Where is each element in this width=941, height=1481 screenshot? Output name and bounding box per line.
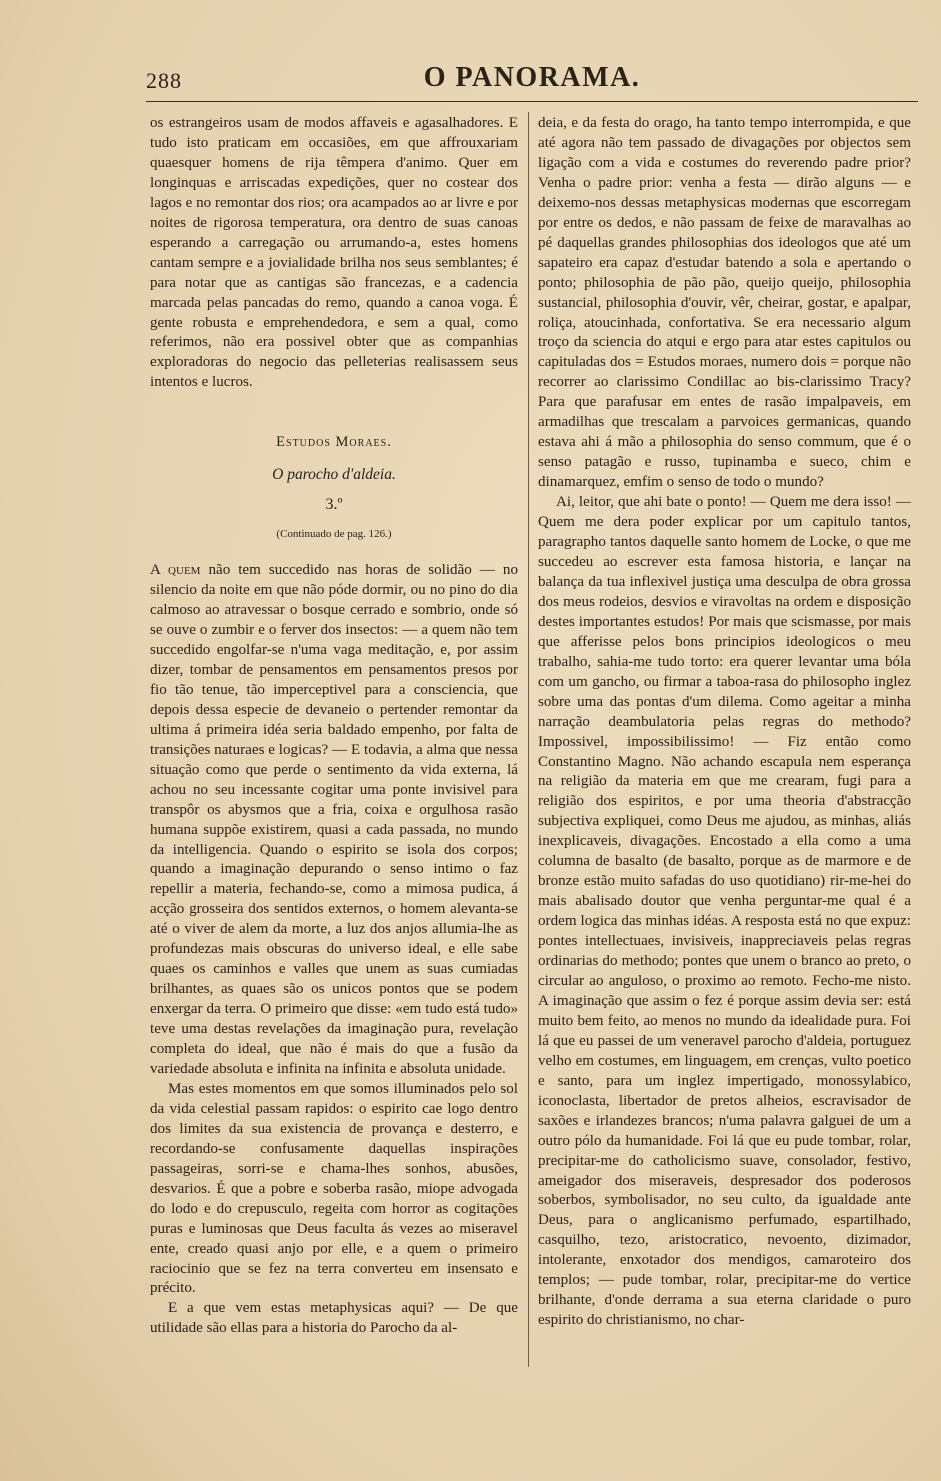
paragraph-pelleterias: os estrangeiros usam de modos affaveis e agasalhadores. E tudo isto praticam em occasiões, em que affrouxariam quaesquer homens de rija têmpera d'animo. Quer em longinquas e arriscadas expedições, quer no costear dos lagos e no remontar dos rios; ora acampados ao ar livre e por noites de rigorosa temperatura, ora dentro de suas canoas esperando a carregação ou arrumando-a, estes homens cantam sempre e a jovialidade brilha nos seus semblantes; é para notar que as cantigas são francezas, e a cadencia marcada pelas pancadas do remo, quando a canoa voga. É gente robusta e emprehendedora, e sem a qual, como referimos, não era possivel obter que as companhias exploradoras do negocio das pelleterias realisassem seus intentos e lucros. [150, 115, 518, 391]
section-subtitle: O parocho d'aldeia. [272, 466, 396, 484]
drop-opening: A quem [150, 562, 201, 579]
paragraph-metaphysicas: E a que vem estas metaphysicas aqui? — De que utilidade são ellas para a historia do Parocho da al- [150, 1300, 518, 1337]
column-divider [528, 112, 529, 1367]
section-title: Estudos Moraes. [276, 434, 392, 451]
right-column [538, 114, 911, 1331]
section-heading [150, 433, 518, 545]
page-header [146, 62, 918, 98]
paragraph-solidao [150, 561, 518, 1080]
paragraph-solidao-text: não tem succedido nas horas de solidão — no silencio da noite em que não póde dormir, ou no pino do dia calmoso ao atravessar o bosque cerrado e sombrio, onde só se ouve o zumbir e o ferver dos insectos: — a quem não tem succedido engolfar-se n'uma vaga meditação, e, por assim dizer, tombar de pensamentos em pensamentos presos por fio tão tenue, tão imperceptivel para a consciencia, que depois dessa especie de devaneio o pertender remontar da ultima á primeira idéa seria baldado empenho, por falta de transições naturaes e logicas? — E todavia, a alma que nessa situação como que perde o sentimento da vida externa, lá achou no seu incessante cogitar uma ponte invisivel para transpôr os abysmos que a fria, coixa e orgulhosa rasão humana suppõe existirem, quasi a cada passada, no mundo da intelligencia. Quando o espirito se isola dos corpos; quando a imaginação depurando o senso intimo o faz repellir a materia, fechando-se, como a mimosa pudica, á acção grosseira dos sentidos externos, o homem alevanta-se até o viver de alem da morte, a luz dos anjos allumia-lhe as profundezas mais obscuras do universo ideal, e elle sabe quaes os caminhos e valles que unem as suas cumiadas brilhantes, as quaes são os unicos pontos que se podem enxergar da terra. O primeiro que disse: «em tudo está tudo» teve uma destas revelações da imaginação pura, revelação completa do ideal, que não é mais do que a fusão da variedade absoluta e infinita na infinita e absoluta unidade. [150, 562, 518, 1077]
running-title: O PANORAMA. [423, 62, 641, 93]
section-number: 3.º [325, 496, 343, 514]
left-column [150, 114, 518, 1339]
paragraph-momentos: Mas estes momentos em que somos illuminados pelo sol da vida celestial passam rapidos: o espirito cae logo dentro dos limites da sua existencia de provança e desterro, e recordando-se confusamente daquellas inspirações passageiras, sorri-se e chama-lhes sonhos, abusões, desvarios. É que a pobre e soberba rasão, miope advogada do lodo e do crepusculo, regeita com horror as cogitações puras e luminosas que Deus faculta ás vezes ao miseravel ente, creado quasi anjo por elle, e a quem o primeiro raciocinio que se fez na terra converteu em insensato e précito. [150, 1080, 518, 1297]
continued-note: (Continuado de pag. 126.) [276, 528, 392, 541]
paragraph-festa-orago: deia, e da festa do orago, ha tanto tempo interrompida, e que até agora não tem passado de divagações por objectos sem ligação com a vida e costumes do reverendo padre prior? Venha o padre prior: venha a festa — dirão alguns — e deixemo-nos dessas metaphysicas modernas que escorregam por entre os dedos, e não passam de feixe de maravalhas ao pé daquellas grandes philosophias dos ideologos que até um sapateiro era capaz d'estudar batendo a sola e apertando o ponto; philosophia de pão pão, queijo queijo, philosophia sustancial, philosophia d'ouvir, vêr, cheirar, gostar, e apalpar, roliça, atoucinhada, confortativa. Se era necessario algum troço da sciencia do atqui e ergo para atar estes capitulos ou capituladas dos = Estudos moraes, numero dois = porque não recorrer ao clarissimo Condillac ao bis-clarissimo Tracy? Para que parafusar em entes de rasão impalpaveis, em armadilhas que trescalam a parvoices germanicas, quando estava ahi á mão a philosophia do senso commum, que é o senso patagão e russo, tupinamba e sueco, chim e dinamarquez, emfim o senso de todo o mundo? [538, 115, 911, 491]
page-number: 288 [146, 68, 182, 93]
header-rule [146, 101, 918, 102]
paragraph-ai-leitor: Ai, leitor, que ahi bate o ponto! — Quem me dera isso! — Quem me dera poder explicar por um capitulo tantos, paragrapho tantos daquelle santo homem de Locke, o que me succedeu ao escrever esta famosa historia, e lançar na balança da tua inflexivel justiça uma desculpa de obra grossa dos meus rodeios, desvios e viravoltas na ordem e disposição destes importantes estudos! Por mais que scismasse, por mais que afferisse pelos bons principios ideologicos o meu trabalho, sahia-me tudo torto: era querer levantar uma bóla com um gancho, ou firmar a taboa-rasa do philosopho inglez sobre uma das pontas d'um dilema. Como ageitar a minha narração deambulatoria pelas regras do methodo? Impossivel, impossibilissimo! — Fiz então como Constantino Magno. Não achando escapula nem esperança na religião da materia em que me crearam, fugi para a religião dos espiritos, e por uma theoria d'abstracção subjectiva expliquei, como Deus me ajudou, as minhas, aliás inexplicaveis, divagações. Encostado a ella como a uma columna de basalto (de basalto, porque as de marmore e de bronze estão muito safadas do uso quotidiano) rir-me-hei do mais abalisado doutor que venha perguntar-me qual é a ordem logica das minhas idéas. A resposta está no que expuz: pontes intellectuaes, invisiveis, inappreciaveis pelas regras ordinarias do methodo; pontes que unem o branco ao preto, o circular ao anguloso, o proximo ao remoto. Fecho-me nisto. A imaginação que assim o fez é porque assim devia ser: está muito bem feito, ao menos no mundo da idealidade pura. Foi lá que eu passei de um veneravel parocho d'aldeia, portuguez velho em costumes, em linguagem, em crenças, vulto poetico e santo, para um inglez impertigado, monossylabico, iconoclasta, libertador de pretos alheios, escravisador de saxões e irlandezes brancos; n'uma palavra galguei de um a outro pólo da humanidade. Foi lá que eu pude tombar, rolar, precipitar-me do catholicismo suave, consolador, festivo, ameigador dos miseraveis, despresador dos poderosos soberbos, symbolisador, no seu culto, da igualdade ante Deus, para o anglicanismo perfumado, espartilhado, casquilho, tezo, aristocratico, nevoento, dizimador, intolerante, enxotador dos mendigos, camaroteiro dos templos; — pude tombar, rolar, precipitar-me do vertice brilhante, d'onde derrama a sua eterna claridade o puro espirito do christianismo, no char- [538, 494, 911, 1329]
